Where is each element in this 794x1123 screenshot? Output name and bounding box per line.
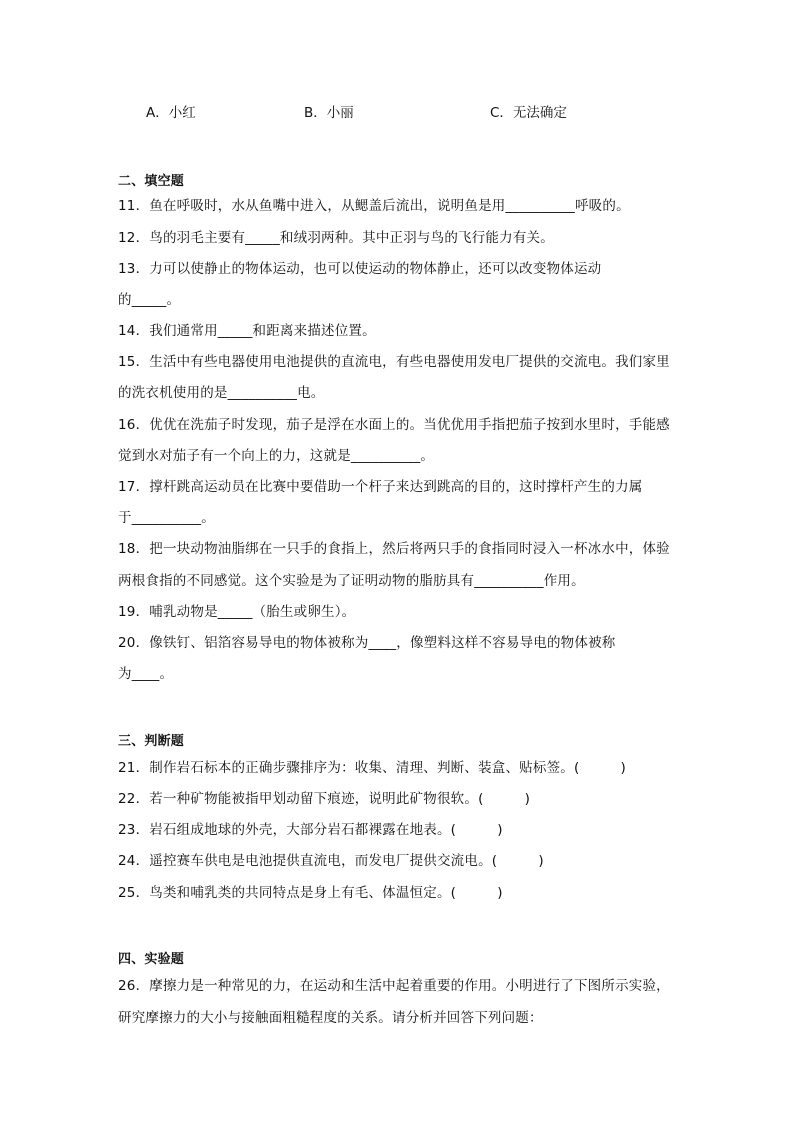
question-line: 两根食指的不同感觉。这个实验是为了证明动物的脂肪具有__________作用。 (118, 573, 585, 589)
question-line: 16．优优在洗茄子时发现，茄子是浮在水面上的。当优优用手指把茄子按到水里时，手能感 (118, 417, 670, 433)
question-line: 觉到水对茄子有一个向上的力，这就是__________。 (118, 448, 435, 464)
question-line: 19．哺乳动物是_____（胎生或卵生）。 (118, 604, 356, 620)
question-line: 11．鱼在呼吸时，水从鱼嘴中进入，从鳃盖后流出，说明鱼是用__________呼吸的。 (118, 198, 630, 214)
question-line: 研究摩擦力的大小与接触面粗糙程度的关系。请分析并回答下列问题： (118, 1010, 543, 1026)
question-line: 22．若一种矿物能被指甲划动留下痕迹，说明此矿物很软。( ) (118, 791, 531, 807)
question-line: 24．遥控赛车供电是电池提供直流电，而发电厂提供交流电。( ) (118, 853, 544, 869)
question-line: 为____。 (118, 666, 174, 682)
question-line: 13．力可以使静止的物体运动，也可以使运动的物体静止，还可以改变物体运动 (118, 261, 602, 277)
question-line: 26．摩擦力是一种常见的力，在运动和生活中起着重要的作用。小明进行了下图所示实验， (118, 978, 670, 994)
question-line: 17．撑杆跳高运动员在比赛中要借助一个杆子来达到跳高的目的，这时撑杆产生的力属 (118, 479, 643, 495)
section-heading-experiment: 四、实验题 (118, 952, 185, 967)
question-line: 的洗衣机使用的是__________电。 (118, 385, 325, 401)
question-line: 23．岩石组成地球的外壳，大部分岩石都裸露在地表。( ) (118, 822, 503, 838)
question-line: 12．鸟的羽毛主要有_____和绒羽两种。其中正羽与鸟的飞行能力有关。 (118, 230, 554, 246)
option-a: A．小红 (146, 105, 196, 121)
question-line: 14．我们通常用_____和距离来描述位置。 (118, 323, 376, 339)
option-c: C．无法确定 (490, 105, 567, 121)
question-line: 于__________。 (118, 510, 215, 526)
question-line: 21．制作岩石标本的正确步骤排序为：收集、清理、判断、装盒、贴标签。( ) (118, 760, 627, 776)
question-line: 18．把一块动物油脂绑在一只手的食指上，然后将两只手的食指同时浸入一杯冰水中，体验 (118, 541, 670, 557)
section-heading-true-false: 三、判断题 (118, 734, 185, 749)
section-heading-fill-blank: 二、填空题 (118, 174, 185, 189)
question-line: 的_____。 (118, 292, 181, 308)
question-line: 15．生活中有些电器使用电池提供的直流电，有些电器使用发电厂提供的交流电。我们家里 (118, 354, 670, 370)
question-line: 20．像铁钉、铝箔容易导电的物体被称为____，像塑料这样不容易导电的物体被称 (118, 635, 616, 651)
question-line: 25．鸟类和哺乳类的共同特点是身上有毛、体温恒定。( ) (118, 885, 503, 901)
option-b: B．小丽 (304, 105, 354, 121)
